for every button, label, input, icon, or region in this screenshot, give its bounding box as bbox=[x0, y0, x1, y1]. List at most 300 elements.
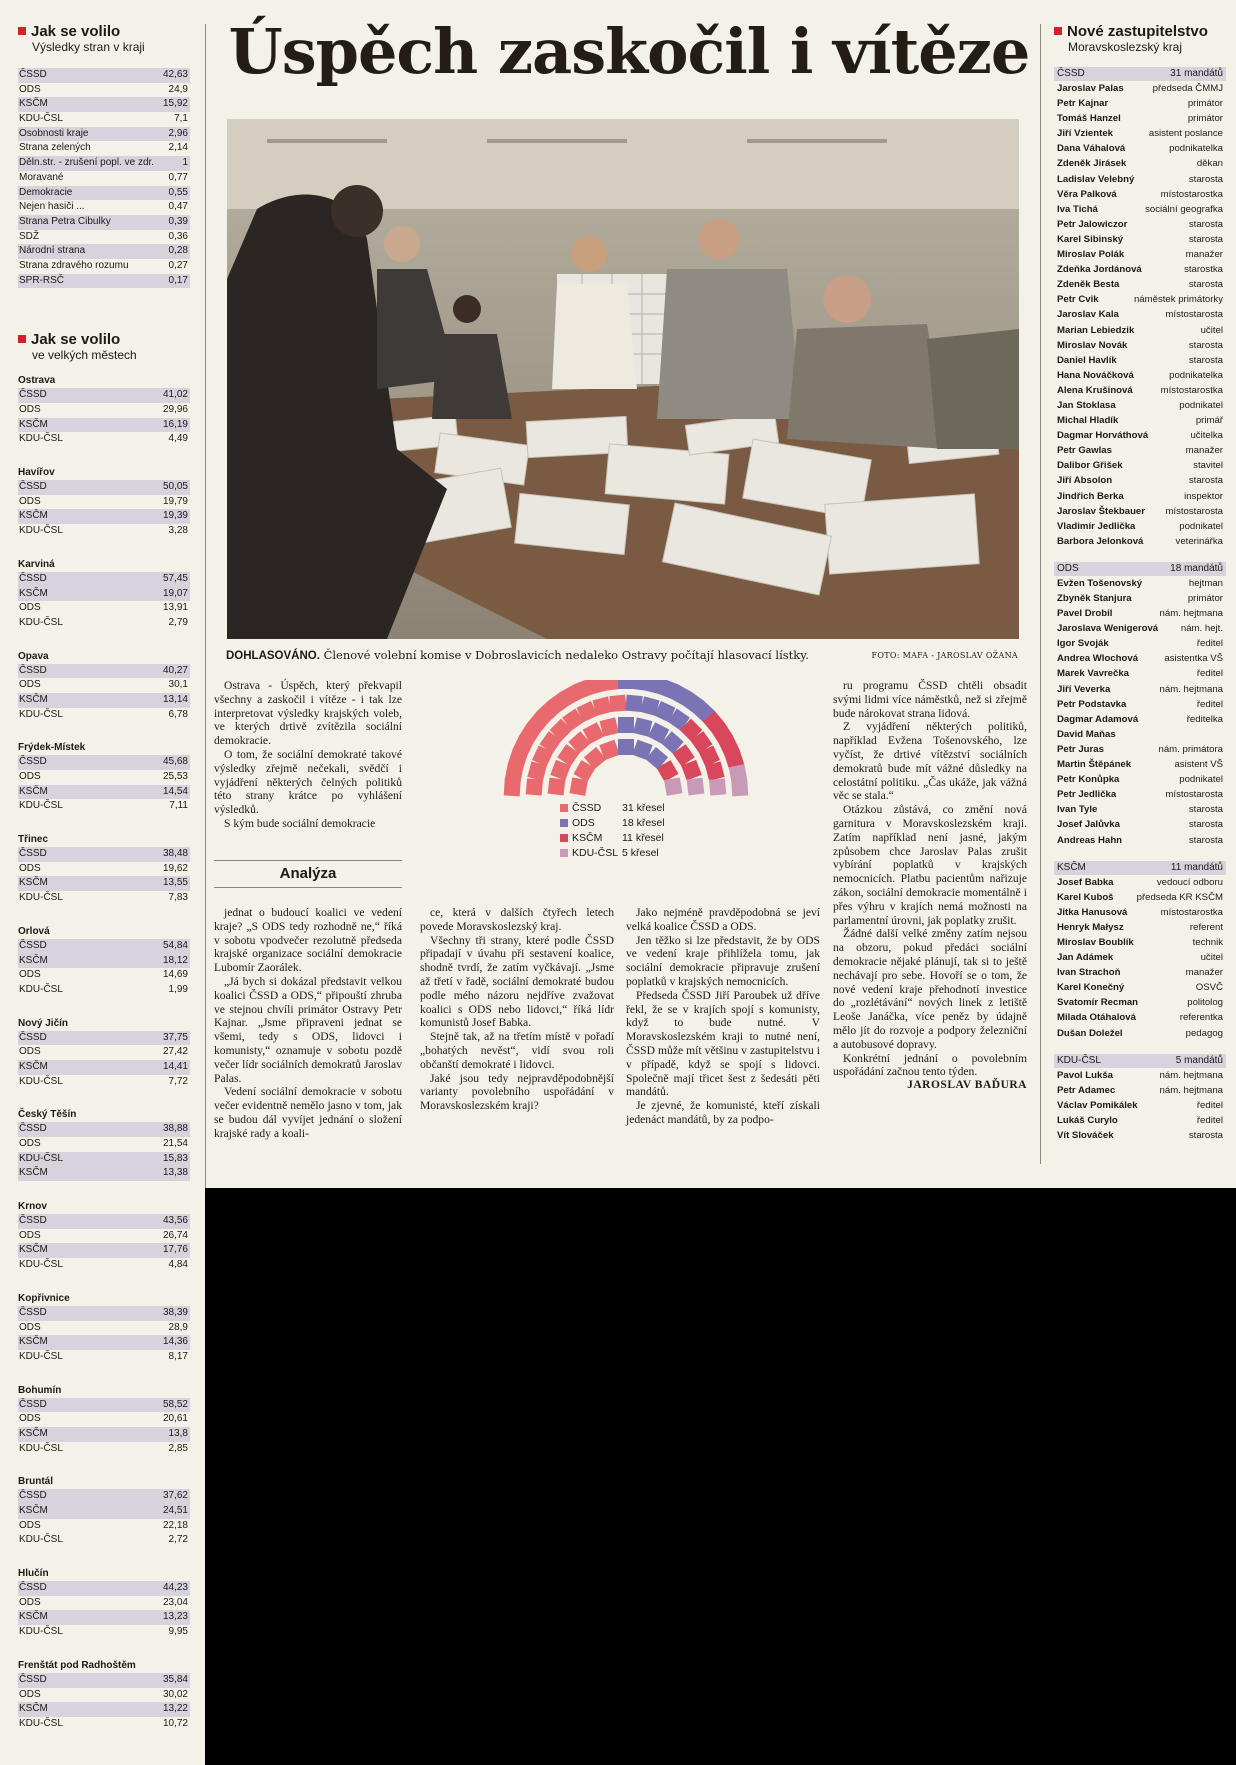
member-name: Andrea Wlochová bbox=[1057, 653, 1139, 665]
party-percent: 13,8 bbox=[168, 1427, 188, 1439]
article-paragraph: Je zjevné, že komunisté, kteří získali jedenáct mandátů, by za podpo- bbox=[626, 1099, 820, 1126]
member-occupation: děkan bbox=[1196, 158, 1223, 170]
party-percent: 15,92 bbox=[162, 98, 188, 110]
member-name: Jaroslav Kala bbox=[1057, 309, 1119, 321]
member-name: Václav Pomikálek bbox=[1057, 1099, 1138, 1111]
member-name: Petr Jalowiczor bbox=[1057, 218, 1128, 230]
party-percent: 42,63 bbox=[162, 69, 188, 80]
member-occupation: nám. hejtmana bbox=[1159, 1084, 1223, 1096]
member-row bbox=[1054, 1068, 1226, 1083]
city-block bbox=[18, 650, 190, 723]
result-row bbox=[18, 112, 190, 127]
member-row bbox=[1054, 292, 1226, 307]
city-result-row bbox=[18, 1398, 190, 1413]
party-name: Děln.str. - zrušení popl. ve zdr. bbox=[19, 157, 155, 169]
city-result-row bbox=[18, 601, 190, 616]
section-heading: Jak se volilo bbox=[18, 24, 190, 40]
member-occupation: referentka bbox=[1179, 1012, 1223, 1024]
member-name: Tomáš Hanzel bbox=[1057, 113, 1121, 125]
member-name: Henryk Małysz bbox=[1057, 921, 1124, 933]
member-occupation: starosta bbox=[1188, 1130, 1223, 1141]
city-name: Karviná bbox=[18, 558, 55, 570]
member-occupation: starosta bbox=[1188, 279, 1223, 291]
party-name: KDU-ČSL bbox=[19, 1350, 63, 1362]
seat-mark bbox=[526, 778, 543, 795]
party-name: Strana zelených bbox=[19, 142, 91, 154]
city-name: Orlová bbox=[18, 925, 50, 937]
result-row bbox=[18, 171, 190, 186]
seat-count: 5 mandátů bbox=[1175, 1054, 1223, 1066]
member-row bbox=[1054, 187, 1226, 202]
city-result-row bbox=[18, 1610, 190, 1625]
city-name: Frenštát pod Radhoštěm bbox=[18, 1659, 136, 1671]
seat-legend bbox=[560, 800, 700, 860]
seat-mark bbox=[618, 739, 634, 755]
member-name: Evžen Tošenovský bbox=[1057, 577, 1143, 589]
city-result-row bbox=[18, 1504, 190, 1519]
party-percent: 17,76 bbox=[162, 1244, 188, 1256]
party-name: KDU-ČSL bbox=[19, 1075, 63, 1087]
party-percent: 18,12 bbox=[162, 954, 188, 966]
party-percent: 14,41 bbox=[162, 1060, 188, 1072]
member-occupation: starosta bbox=[1188, 819, 1223, 831]
city-block bbox=[18, 466, 190, 539]
member-name: Miroslav Boublík bbox=[1057, 936, 1134, 948]
seat-mark bbox=[603, 680, 621, 691]
party-percent: 0,27 bbox=[168, 259, 188, 271]
party-percent: 7,83 bbox=[168, 892, 188, 904]
member-name: Jiří Absolon bbox=[1057, 475, 1113, 487]
party-name: ČSSD bbox=[19, 1031, 47, 1043]
caption-text: Členové volební komise v Dobroslavicích nedaleko Ostravy počítají hlasovací lístky. bbox=[319, 648, 809, 662]
member-name: Josef Jalůvka bbox=[1057, 819, 1120, 831]
member-occupation: ředitelka bbox=[1186, 713, 1223, 725]
member-row bbox=[1054, 651, 1226, 666]
party-percent: 15,83 bbox=[162, 1152, 188, 1164]
party-name: Nejen hasiči ... bbox=[19, 201, 85, 213]
member-occupation: místostarosta bbox=[1165, 505, 1223, 517]
member-row bbox=[1054, 368, 1226, 383]
member-name: Petr Gawlas bbox=[1057, 445, 1112, 457]
party-group bbox=[1054, 1054, 1226, 1143]
party-name: SPR-RSČ bbox=[19, 274, 65, 286]
column-divider bbox=[205, 24, 206, 1188]
city-result-row bbox=[18, 1427, 190, 1442]
member-name: Jitka Hanusová bbox=[1057, 906, 1128, 918]
member-row bbox=[1054, 413, 1226, 428]
member-row bbox=[1054, 772, 1226, 787]
party-name: Moravané bbox=[19, 171, 64, 183]
party-percent: 58,52 bbox=[162, 1398, 188, 1410]
member-occupation: starosta bbox=[1188, 834, 1223, 846]
red-square-icon bbox=[1054, 27, 1062, 35]
party-percent: 8,17 bbox=[168, 1350, 188, 1362]
article-column-3 bbox=[626, 906, 820, 1127]
city-result-row bbox=[18, 664, 190, 679]
city-block bbox=[18, 1384, 190, 1457]
city-name: Bruntál bbox=[18, 1476, 53, 1488]
member-name: Zdeněk Jirásek bbox=[1057, 158, 1127, 170]
member-occupation: asistent poslance bbox=[1148, 128, 1223, 140]
member-occupation: nám. primátora bbox=[1158, 743, 1223, 755]
city-result-row bbox=[18, 616, 190, 631]
headline: Úspěch zaskočil i vítěze bbox=[228, 15, 1030, 88]
member-name: Dagmar Adamová bbox=[1057, 713, 1139, 725]
article-paragraph: Předseda ČSSD Jiří Paroubek už dříve řekl, že se v krajích spojí s komunisty, když to bude nutné. V Moravskoslezském kraji to nutné není, ČSSD může mít většinu v zastupitelstvu i v případě, když se spojí s lidovci. Společně mají třicet šest z šedesáti pěti mandátů. bbox=[626, 988, 820, 1099]
party-name: KDU-ČSL bbox=[19, 1534, 63, 1546]
party-percent: 37,75 bbox=[162, 1031, 188, 1043]
seat-mark bbox=[548, 778, 566, 796]
seat-mark bbox=[709, 778, 726, 795]
member-occupation: vedoucí odboru bbox=[1156, 876, 1223, 888]
member-name: Karel Sibinský bbox=[1057, 233, 1124, 245]
party-name: ODS bbox=[19, 679, 41, 691]
section-heading: Nové zastupitelstvo bbox=[1054, 24, 1226, 40]
party-group bbox=[1054, 67, 1226, 549]
analysis-box bbox=[214, 860, 402, 888]
member-name: Karel Konečný bbox=[1057, 982, 1125, 994]
city-result-row bbox=[18, 1581, 190, 1596]
city-result-row bbox=[18, 876, 190, 891]
party-name: KSČM bbox=[19, 510, 48, 522]
party-percent: 2,79 bbox=[168, 616, 188, 628]
member-name: Dana Váhalová bbox=[1057, 143, 1126, 155]
article-paragraph: Ostrava - Úspěch, který překvapil všechny a zaskočil i vítěze - i tak lze interpretovat výsledky krajských voleb, ve kterých drtivě zvítězila sociální demokracie. bbox=[214, 679, 402, 748]
party-percent: 10,72 bbox=[162, 1717, 188, 1729]
member-occupation: manažer bbox=[1185, 445, 1223, 457]
council-members bbox=[1054, 67, 1226, 1143]
party-name: KSČM bbox=[19, 1060, 48, 1072]
legend-swatch bbox=[560, 819, 568, 827]
left-sidebar bbox=[18, 24, 190, 1751]
member-row bbox=[1054, 489, 1226, 504]
member-occupation: starosta bbox=[1188, 475, 1223, 487]
party-percent: 0,17 bbox=[168, 274, 188, 286]
party-percent: 37,62 bbox=[162, 1490, 188, 1502]
party-name: KSČM bbox=[19, 1244, 48, 1256]
city-name: Český Těšín bbox=[18, 1109, 77, 1121]
party-group-header bbox=[1054, 67, 1226, 81]
party-percent: 1 bbox=[182, 157, 188, 169]
member-row bbox=[1054, 890, 1226, 905]
city-result-row bbox=[18, 891, 190, 906]
party-percent: 0,55 bbox=[168, 186, 188, 198]
party-name: ČSSD bbox=[19, 1490, 47, 1502]
party-name: KSČM bbox=[1057, 861, 1086, 873]
city-block bbox=[18, 833, 190, 906]
member-name: Petr Cvik bbox=[1057, 294, 1099, 306]
member-occupation: místostarostka bbox=[1160, 188, 1223, 200]
article-paragraph: Jako nejméně pravděpodobná se jeví velká koalice ČSSD a ODS. bbox=[626, 906, 820, 933]
city-result-row bbox=[18, 1258, 190, 1273]
member-row bbox=[1054, 277, 1226, 292]
party-percent: 23,04 bbox=[162, 1596, 188, 1608]
member-occupation: podnikatelka bbox=[1169, 143, 1223, 155]
party-name: Osobnosti kraje bbox=[19, 127, 89, 139]
member-row bbox=[1054, 1010, 1226, 1025]
member-name: Ivan Tyle bbox=[1057, 804, 1098, 816]
party-percent: 19,79 bbox=[162, 495, 188, 507]
seat-mark bbox=[687, 778, 705, 796]
party-percent: 54,84 bbox=[162, 939, 188, 951]
seat-mark bbox=[731, 779, 748, 796]
party-name: KSČM bbox=[19, 1427, 48, 1439]
seat-mark bbox=[625, 695, 642, 712]
city-name: Havířov bbox=[18, 467, 55, 479]
party-percent: 19,07 bbox=[162, 587, 188, 599]
party-percent: 0,77 bbox=[168, 171, 188, 183]
member-row bbox=[1054, 995, 1226, 1010]
member-occupation: pedagog bbox=[1185, 1027, 1223, 1039]
party-name: ODS bbox=[19, 1413, 41, 1425]
article-paragraph: ce, která v dalších čtyřech letech povede Moravskoslezský kraj. bbox=[420, 906, 614, 933]
member-occupation: předseda KR KSČM bbox=[1136, 891, 1223, 903]
member-row bbox=[1054, 875, 1226, 890]
party-name: ČSSD bbox=[19, 69, 47, 80]
legend-seats: 18 křesel bbox=[622, 816, 665, 829]
member-row bbox=[1054, 920, 1226, 935]
member-occupation: referent bbox=[1189, 921, 1223, 933]
party-group bbox=[1054, 562, 1226, 848]
party-name: ODS bbox=[19, 771, 41, 782]
member-row bbox=[1054, 1128, 1226, 1143]
party-percent: 45,68 bbox=[162, 756, 188, 768]
party-name: KSČM bbox=[19, 954, 48, 966]
party-name: KSČM bbox=[19, 418, 48, 430]
city-block bbox=[18, 1200, 190, 1273]
party-percent: 29,96 bbox=[162, 404, 188, 415]
member-row bbox=[1054, 935, 1226, 950]
member-row bbox=[1054, 156, 1226, 171]
member-occupation: veterinářka bbox=[1175, 535, 1223, 547]
legend-item bbox=[560, 845, 700, 860]
seat-mark bbox=[664, 777, 683, 796]
legend-party: KDU-ČSL bbox=[572, 846, 619, 859]
city-result-row bbox=[18, 1625, 190, 1640]
member-row bbox=[1054, 950, 1226, 965]
member-name: Martin Štěpánek bbox=[1057, 759, 1132, 771]
city-block bbox=[18, 1567, 190, 1640]
city-result-row bbox=[18, 1045, 190, 1060]
city-result-row bbox=[18, 678, 190, 693]
member-name: Svatomír Recman bbox=[1057, 997, 1139, 1009]
city-result-row bbox=[18, 1075, 190, 1090]
member-name: Jindřich Berka bbox=[1057, 490, 1124, 502]
member-name: Igor Svoják bbox=[1057, 638, 1109, 650]
member-row bbox=[1054, 666, 1226, 681]
legend-party: ČSSD bbox=[572, 801, 602, 814]
city-result-row bbox=[18, 1702, 190, 1717]
member-occupation: místostarosta bbox=[1165, 309, 1223, 321]
party-percent: 38,39 bbox=[162, 1306, 188, 1318]
party-name: KSČM bbox=[19, 1611, 48, 1623]
member-row bbox=[1054, 383, 1226, 398]
party-name: ČSSD bbox=[19, 481, 47, 493]
member-name: David Maňas bbox=[1057, 728, 1116, 740]
results-table bbox=[18, 68, 190, 288]
party-name: ODS bbox=[19, 404, 41, 415]
party-name: ČSSD bbox=[19, 1673, 47, 1685]
article-paragraph: O tom, že sociální demokraté takové výsledky zřejmě nečekali, svědčí i vyjádření některých čelných politiků této strany krátce po vyhlášení výsledků. bbox=[214, 747, 402, 817]
member-row bbox=[1054, 172, 1226, 187]
article-paragraph: Žádné další velké změny zatím nejsou na obzoru, pokud předáci sociální demokracie nějaké plánují, tak si to ještě nechávají pro sebe. Hovoří se o tom, že nové vedení kraje přehodnotí investice do „rozlétávání“ nových linek z letiště Leoše Janáčka, více peněz by údajně mělo jít do rozvoje a podpory železniční a autobusové dopravy. bbox=[833, 927, 1027, 1051]
article-paragraph: ru programu ČSSD chtěli obsadit svými lidmi více náměstků, než si zřejmě bude nárokovat strana lidová. bbox=[833, 679, 1027, 720]
article-paragraph: S kým bude sociální demokracie bbox=[224, 816, 376, 830]
party-percent: 1,99 bbox=[168, 983, 188, 995]
seat-count: 31 mandátů bbox=[1170, 68, 1223, 79]
seat-chart bbox=[426, 680, 826, 800]
city-result-row bbox=[18, 388, 190, 403]
member-name: Marek Vavrečka bbox=[1057, 668, 1130, 680]
legend-item bbox=[560, 815, 700, 830]
member-occupation: asistent VŠ bbox=[1174, 759, 1223, 771]
party-name: KDU-ČSL bbox=[19, 1626, 63, 1638]
party-name: ČSSD bbox=[1057, 68, 1085, 79]
party-name: ČSSD bbox=[19, 572, 47, 584]
member-row bbox=[1054, 636, 1226, 651]
party-percent: 19,62 bbox=[162, 862, 188, 874]
member-name: Lukáš Curylo bbox=[1057, 1114, 1118, 1126]
member-occupation: starostka bbox=[1184, 264, 1223, 276]
member-row bbox=[1054, 111, 1226, 126]
party-percent: 3,28 bbox=[168, 525, 188, 537]
party-percent: 43,56 bbox=[162, 1215, 188, 1227]
party-name: KSČM bbox=[19, 1505, 48, 1516]
city-block bbox=[18, 374, 190, 447]
party-name: KDU-ČSL bbox=[19, 983, 63, 995]
party-name: ČSSD bbox=[19, 756, 47, 768]
member-name: Petr Jedlička bbox=[1057, 789, 1117, 801]
result-row bbox=[18, 68, 190, 83]
city-block bbox=[18, 1108, 190, 1181]
member-occupation: ředitel bbox=[1196, 1099, 1223, 1111]
result-row bbox=[18, 83, 190, 98]
city-result-row bbox=[18, 418, 190, 433]
member-row bbox=[1054, 353, 1226, 368]
city-name: Bohumín bbox=[18, 1384, 62, 1396]
party-name: ČSSD bbox=[19, 939, 47, 951]
member-row bbox=[1054, 697, 1226, 712]
article-paragraph: Vedení sociální demokracie v sobotu večer evidentně nemělo jasno v tom, jak se budou dál vyvíjet jednání o složení krajské rady a koali- bbox=[214, 1085, 402, 1140]
party-name: Strana Petra Cibulky bbox=[19, 215, 111, 227]
party-percent: 24,51 bbox=[162, 1505, 188, 1516]
seat-count: 11 mandátů bbox=[1170, 861, 1223, 873]
city-result-row bbox=[18, 1152, 190, 1167]
party-percent: 9,95 bbox=[168, 1626, 188, 1638]
member-occupation: starosta bbox=[1188, 173, 1223, 185]
member-row bbox=[1054, 141, 1226, 156]
member-row bbox=[1054, 126, 1226, 141]
member-name: Alena Krušinová bbox=[1057, 384, 1133, 396]
member-name: Michal Hladík bbox=[1057, 415, 1119, 427]
member-occupation: ředitel bbox=[1196, 698, 1223, 710]
member-occupation: učitel bbox=[1200, 952, 1223, 964]
party-percent: 13,55 bbox=[162, 877, 188, 889]
member-name: Barbora Jelonková bbox=[1057, 535, 1144, 547]
city-result-row bbox=[18, 524, 190, 539]
member-occupation: místostarostka bbox=[1160, 906, 1223, 918]
city-result-row bbox=[18, 587, 190, 602]
city-result-row bbox=[18, 708, 190, 723]
party-name: ČSSD bbox=[19, 1306, 47, 1318]
member-occupation: inspektor bbox=[1184, 490, 1223, 502]
section-heading: Jak se volilo bbox=[18, 332, 190, 348]
party-percent: 4,49 bbox=[168, 433, 188, 445]
member-row bbox=[1054, 96, 1226, 111]
member-name: Jiří Veverka bbox=[1057, 683, 1111, 695]
member-occupation: primář bbox=[1195, 415, 1223, 427]
member-name: Jaroslava Wenigerová bbox=[1057, 623, 1159, 635]
member-row bbox=[1054, 398, 1226, 413]
party-name: Národní strana bbox=[19, 245, 86, 257]
city-result-row bbox=[18, 1229, 190, 1244]
member-occupation: místostarosta bbox=[1165, 789, 1223, 801]
member-row bbox=[1054, 307, 1226, 322]
city-result-row bbox=[18, 1596, 190, 1611]
party-name: KDU-ČSL bbox=[19, 1717, 63, 1729]
city-result-row bbox=[18, 1335, 190, 1350]
member-name: Jan Stoklasa bbox=[1057, 399, 1116, 411]
member-row bbox=[1054, 727, 1226, 742]
party-name: KDU-ČSL bbox=[19, 616, 63, 628]
member-row bbox=[1054, 817, 1226, 832]
city-result-row bbox=[18, 770, 190, 785]
member-occupation: starosta bbox=[1188, 354, 1223, 366]
legend-seats: 5 křesel bbox=[622, 846, 659, 859]
article-column-1 bbox=[214, 906, 402, 1141]
party-percent: 30,02 bbox=[162, 1688, 188, 1700]
legend-item bbox=[560, 830, 700, 845]
party-percent: 26,74 bbox=[162, 1229, 188, 1241]
result-row bbox=[18, 156, 190, 171]
member-name: Jiří Vzientek bbox=[1057, 128, 1113, 140]
legend-party: ODS bbox=[572, 816, 595, 829]
member-name: Jaroslav Palas bbox=[1057, 83, 1124, 94]
party-name: KDU-ČSL bbox=[19, 800, 63, 812]
member-row bbox=[1054, 81, 1226, 96]
member-row bbox=[1054, 428, 1226, 443]
member-row bbox=[1054, 323, 1226, 338]
party-percent: 25,53 bbox=[162, 771, 188, 782]
party-percent: 0,39 bbox=[168, 215, 188, 227]
party-percent: 27,42 bbox=[162, 1046, 188, 1058]
member-row bbox=[1054, 504, 1226, 519]
member-name: Ivan Strachoň bbox=[1057, 967, 1121, 979]
city-result-row bbox=[18, 1060, 190, 1075]
party-name: KSČM bbox=[19, 98, 48, 110]
city-block bbox=[18, 741, 190, 814]
party-name: ČSSD bbox=[19, 1215, 47, 1227]
city-result-row bbox=[18, 1137, 190, 1152]
member-name: Vladimír Jedlička bbox=[1057, 520, 1136, 532]
member-name: Pavel Drobil bbox=[1057, 608, 1113, 620]
party-name: ČSSD bbox=[19, 664, 47, 676]
city-name: Opava bbox=[18, 650, 49, 662]
city-result-row bbox=[18, 954, 190, 969]
member-row bbox=[1054, 802, 1226, 817]
member-name: Dalibor Gřišek bbox=[1057, 460, 1123, 472]
party-name: KDU-ČSL bbox=[19, 1152, 63, 1164]
party-name: KDU-ČSL bbox=[19, 1442, 63, 1454]
party-percent: 38,48 bbox=[162, 848, 188, 860]
party-percent: 24,9 bbox=[168, 83, 188, 95]
member-occupation: učitelka bbox=[1190, 430, 1223, 442]
party-percent: 19,39 bbox=[162, 510, 188, 522]
legend-seats: 31 křesel bbox=[622, 801, 665, 814]
city-result-row bbox=[18, 968, 190, 983]
member-occupation: starosta bbox=[1188, 339, 1223, 351]
seat-count: 18 mandátů bbox=[1170, 562, 1223, 574]
